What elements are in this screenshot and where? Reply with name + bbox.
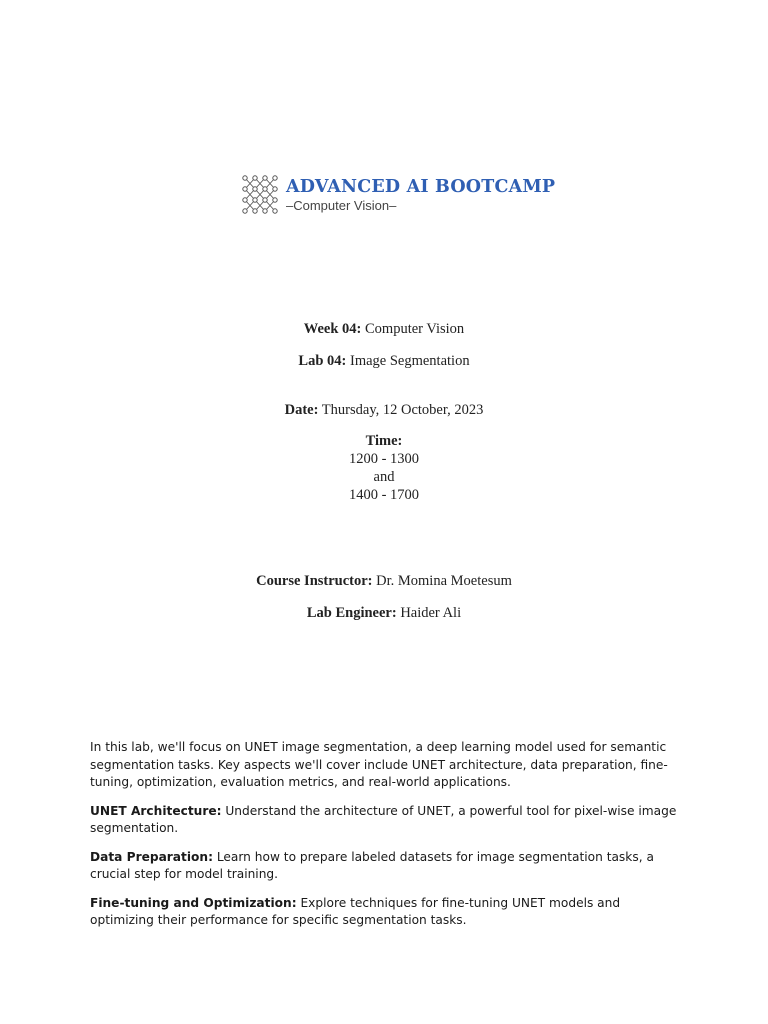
logo-subtitle: –Computer Vision– — [286, 198, 397, 213]
lab-description — [90, 739, 680, 941]
date-value: Thursday, 12 October, 2023 — [318, 402, 484, 418]
logo-text — [286, 176, 555, 214]
time-block — [0, 432, 768, 504]
engineer-label: Lab Engineer: — [306, 605, 397, 621]
intro-paragraph: In this lab, we'll focus on UNET image segmentation, a deep learning model used for semantic segmentation tasks. Key aspects we'll cover include UNET architecture, data preparation, fine-tuning, optimization, evaluation metrics, and real-world applications. — [90, 740, 668, 789]
instructor-label: Course Instructor: — [256, 573, 373, 589]
week-line — [0, 320, 768, 338]
bootcamp-logo — [240, 172, 555, 218]
week-value: Computer Vision — [361, 321, 465, 337]
section-paragraph — [90, 803, 680, 838]
engineer-line — [0, 604, 768, 622]
time-slot-2: 1400 - 1700 — [348, 487, 420, 503]
instructor-value: Dr. Momina Moetesum — [372, 573, 512, 589]
lab-label: Lab 04: — [298, 353, 347, 369]
lab-line — [0, 352, 768, 370]
section-text: Learn how to prepare labeled datasets for image segmentation tasks, a crucial step for model training. — [90, 849, 654, 881]
time-label: Time: — [365, 433, 403, 449]
date-label: Date: — [284, 402, 319, 418]
time-slot-1: 1200 - 1300 — [348, 451, 420, 467]
section-paragraph — [90, 849, 680, 884]
date-line — [0, 401, 768, 419]
section-text: Understand the architecture of UNET, a powerful tool for pixel-wise image segmentation. — [90, 803, 677, 835]
instructor-line — [0, 572, 768, 590]
week-label: Week 04: — [303, 321, 362, 337]
section-heading: UNET Architecture: — [90, 803, 222, 818]
logo-title: ADVANCED AI BOOTCAMP — [286, 177, 556, 197]
section-heading: Data Preparation: — [90, 849, 213, 864]
section-heading: Fine-tuning and Optimization: — [90, 895, 297, 910]
section-text: Explore techniques for fine-tuning UNET models and optimizing their performance for specific segmentation tasks. — [90, 895, 621, 927]
lab-value: Image Segmentation — [346, 353, 470, 369]
engineer-value: Haider Ali — [396, 605, 462, 621]
time-joiner: and — [373, 469, 395, 485]
section-paragraph — [90, 895, 680, 930]
neural-network-icon — [240, 172, 282, 218]
